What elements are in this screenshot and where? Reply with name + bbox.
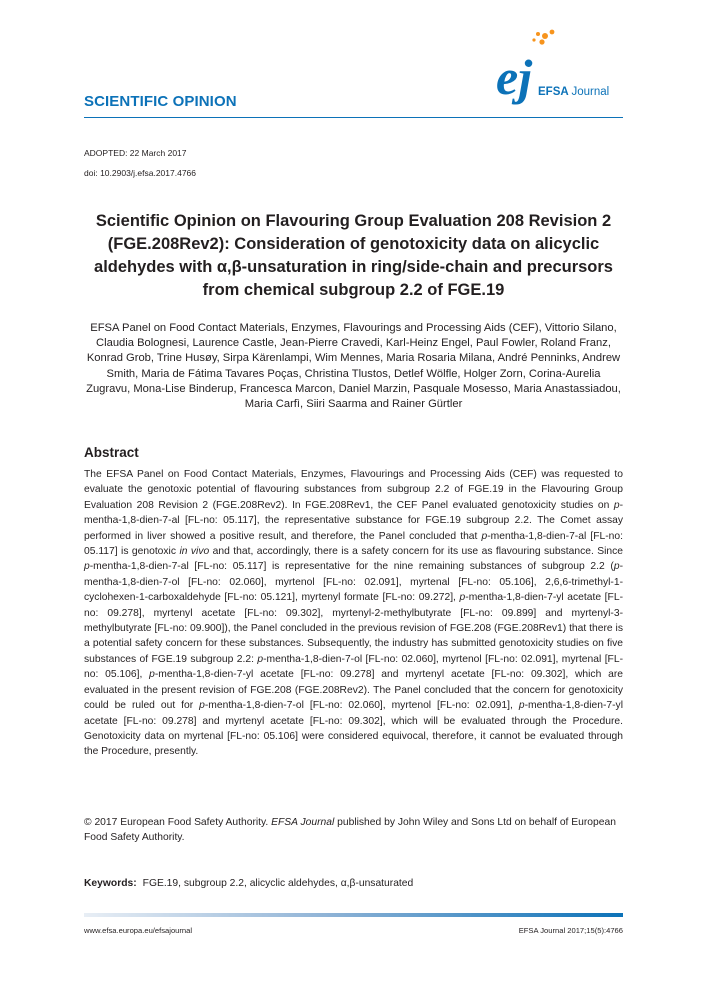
doi[interactable]: doi: 10.2903/j.efsa.2017.4766 xyxy=(84,168,197,178)
logo-letters: ej xyxy=(496,49,533,105)
paper-title: Scientific Opinion on Flavouring Group Evaluation 208 Revision 2 (FGE.208Rev2): Consideration of genotoxicity data on alicyclic aldehydes with α,β-unsaturation in ring/side-chain and precursors from chemical subgroup 2.2 of FGE.19 xyxy=(94,212,613,299)
abstract-body: The EFSA Panel on Food Contact Materials, Enzymes, Flavourings and Processing Aids (CEF) was requested to evaluate the genotoxic potential of flavouring substances from subgroup 2.2 of FGE.19 in the Flavouring Group Evaluation 208 Revision 2 (FGE.208Rev2). In FGE.208Rev1, the CEF Panel evaluated genotoxicity studies on p-mentha-1,8-dien-7-al [FL-no: 05.117], the representative substance for FGE.19 subgroup 2.2. The Comet assay performed in liver showed a positive result, and therefore, the Panel concluded that p-mentha-1,8-dien-7-al [FL-no: 05.117] is genotoxic in vivo and that, accordingly, there is a safety concern for its use as flavouring substance. Since p-mentha-1,8-dien-7-al [FL-no: 05.117] is representative for the nine remaining substances of subgroup 2.2 (p-mentha-1,8-dien-7-ol [FL-no: 02.060], myrtenol [FL-no: 02.091], myrtenal [FL-no: 05.106], 2,6,6-trimethyl-1-cyclohexen-1-carboxaldehyde [FL-no: 05.121], myrtenyl formate [FL-no: 09.272], p-mentha-1,8-dien-7-yl acetate [FL-no: 09.278], myrtenyl acetate [FL-no: 09.302], myrtenyl-2-methylbutyrate [FL-no: 09.899] and myrtenyl-3-methylbutyrate [FL-no: 09.900]), the Panel concluded in the previous revision of FGE.208 (FGE.208Rev1) that there is a potential safety concern for these substances. Subsequently, the industry has submitted genotoxicity studies on five substances of FGE.19 subgroup 2.2: p-mentha-1,8-dien-7-ol [FL-no: 02.060], myrtenol [FL-no: 02.091], myrtenal [FL-no: 05.106], p-mentha-1,8-dien-7-yl acetate [FL-no: 09.278] and myrtenyl acetate [FL-no: 09.302], which are evaluated in the present revision of FGE.208 (FGE.208Rev2). The Panel concluded that the concern for genotoxicity could be ruled out for p-mentha-1,8-dien-7-ol [FL-no: 02.060], myrtenol [FL-no: 02.091], p-mentha-1,8-dien-7-yl acetate [FL-no: 09.278] and myrtenyl acetate [FL-no: 09.302], which will be evaluated through the Procedure. Genotoxicity data on myrtenal [FL-no: 05.106] were considered equivocal, therefore, it cannot be evaluated through the Procedure, presently. xyxy=(84,469,624,758)
journal-name-bold: EFSA xyxy=(538,86,569,98)
journal-name-light: Journal xyxy=(571,86,610,98)
journal-name xyxy=(538,86,609,98)
logo-dot xyxy=(532,38,535,41)
adopted-date: ADOPTED: 22 March 2017 xyxy=(84,148,187,158)
copyright-notice: © 2017 European Food Safety Authority. EFSA Journal published by John Wiley and Sons Ltd on behalf of European Food Safety Authority. xyxy=(84,817,616,844)
logo-dot xyxy=(539,39,544,44)
footer-url[interactable]: www.efsa.europa.eu/efsajournal xyxy=(84,926,193,935)
header-rule xyxy=(84,117,623,118)
keywords-value: FGE.19, subgroup 2.2, alicyclic aldehydes, α,β-unsaturated xyxy=(142,878,414,889)
logo-dot xyxy=(550,30,555,35)
abstract-heading: Abstract xyxy=(84,445,139,460)
logo-dot xyxy=(536,32,540,36)
keywords xyxy=(84,878,413,889)
copyright-journal: EFSA Journal xyxy=(271,817,335,828)
section-label: SCIENTIFIC OPINION xyxy=(84,93,237,110)
footer-citation: EFSA Journal 2017;15(5):4766 xyxy=(518,926,623,935)
footer-rule xyxy=(84,913,623,917)
logo-dot xyxy=(542,33,548,39)
keywords-label: Keywords: xyxy=(84,878,137,889)
author-list: EFSA Panel on Food Contact Materials, Enzymes, Flavourings and Processing Aids (CEF), Vittorio Silano, Claudia Bolognesi, Laurence Castle, Jean-Pierre Cravedi, Karl-Heinz Engel, Paul Fowler, Roland Franz, Konrad Grob, Trine Husøy, Sirpa Kärenlampi, Wim Mennes, Maria Rosaria Milana, André Penninks, Andrew Smith, Maria de Fátima Tavares Poças, Christina Tlustos, Detlef Wölfle, Holger Zorn, Corina-Aurelia Zugravu, Mona-Lise Binderup, Francesca Marcon, Daniel Marzin, Pasquale Mosesso, Maria Anastassiadou, Maria Carfì, Siiri Saarma and Rainer Gürtler xyxy=(86,322,621,411)
